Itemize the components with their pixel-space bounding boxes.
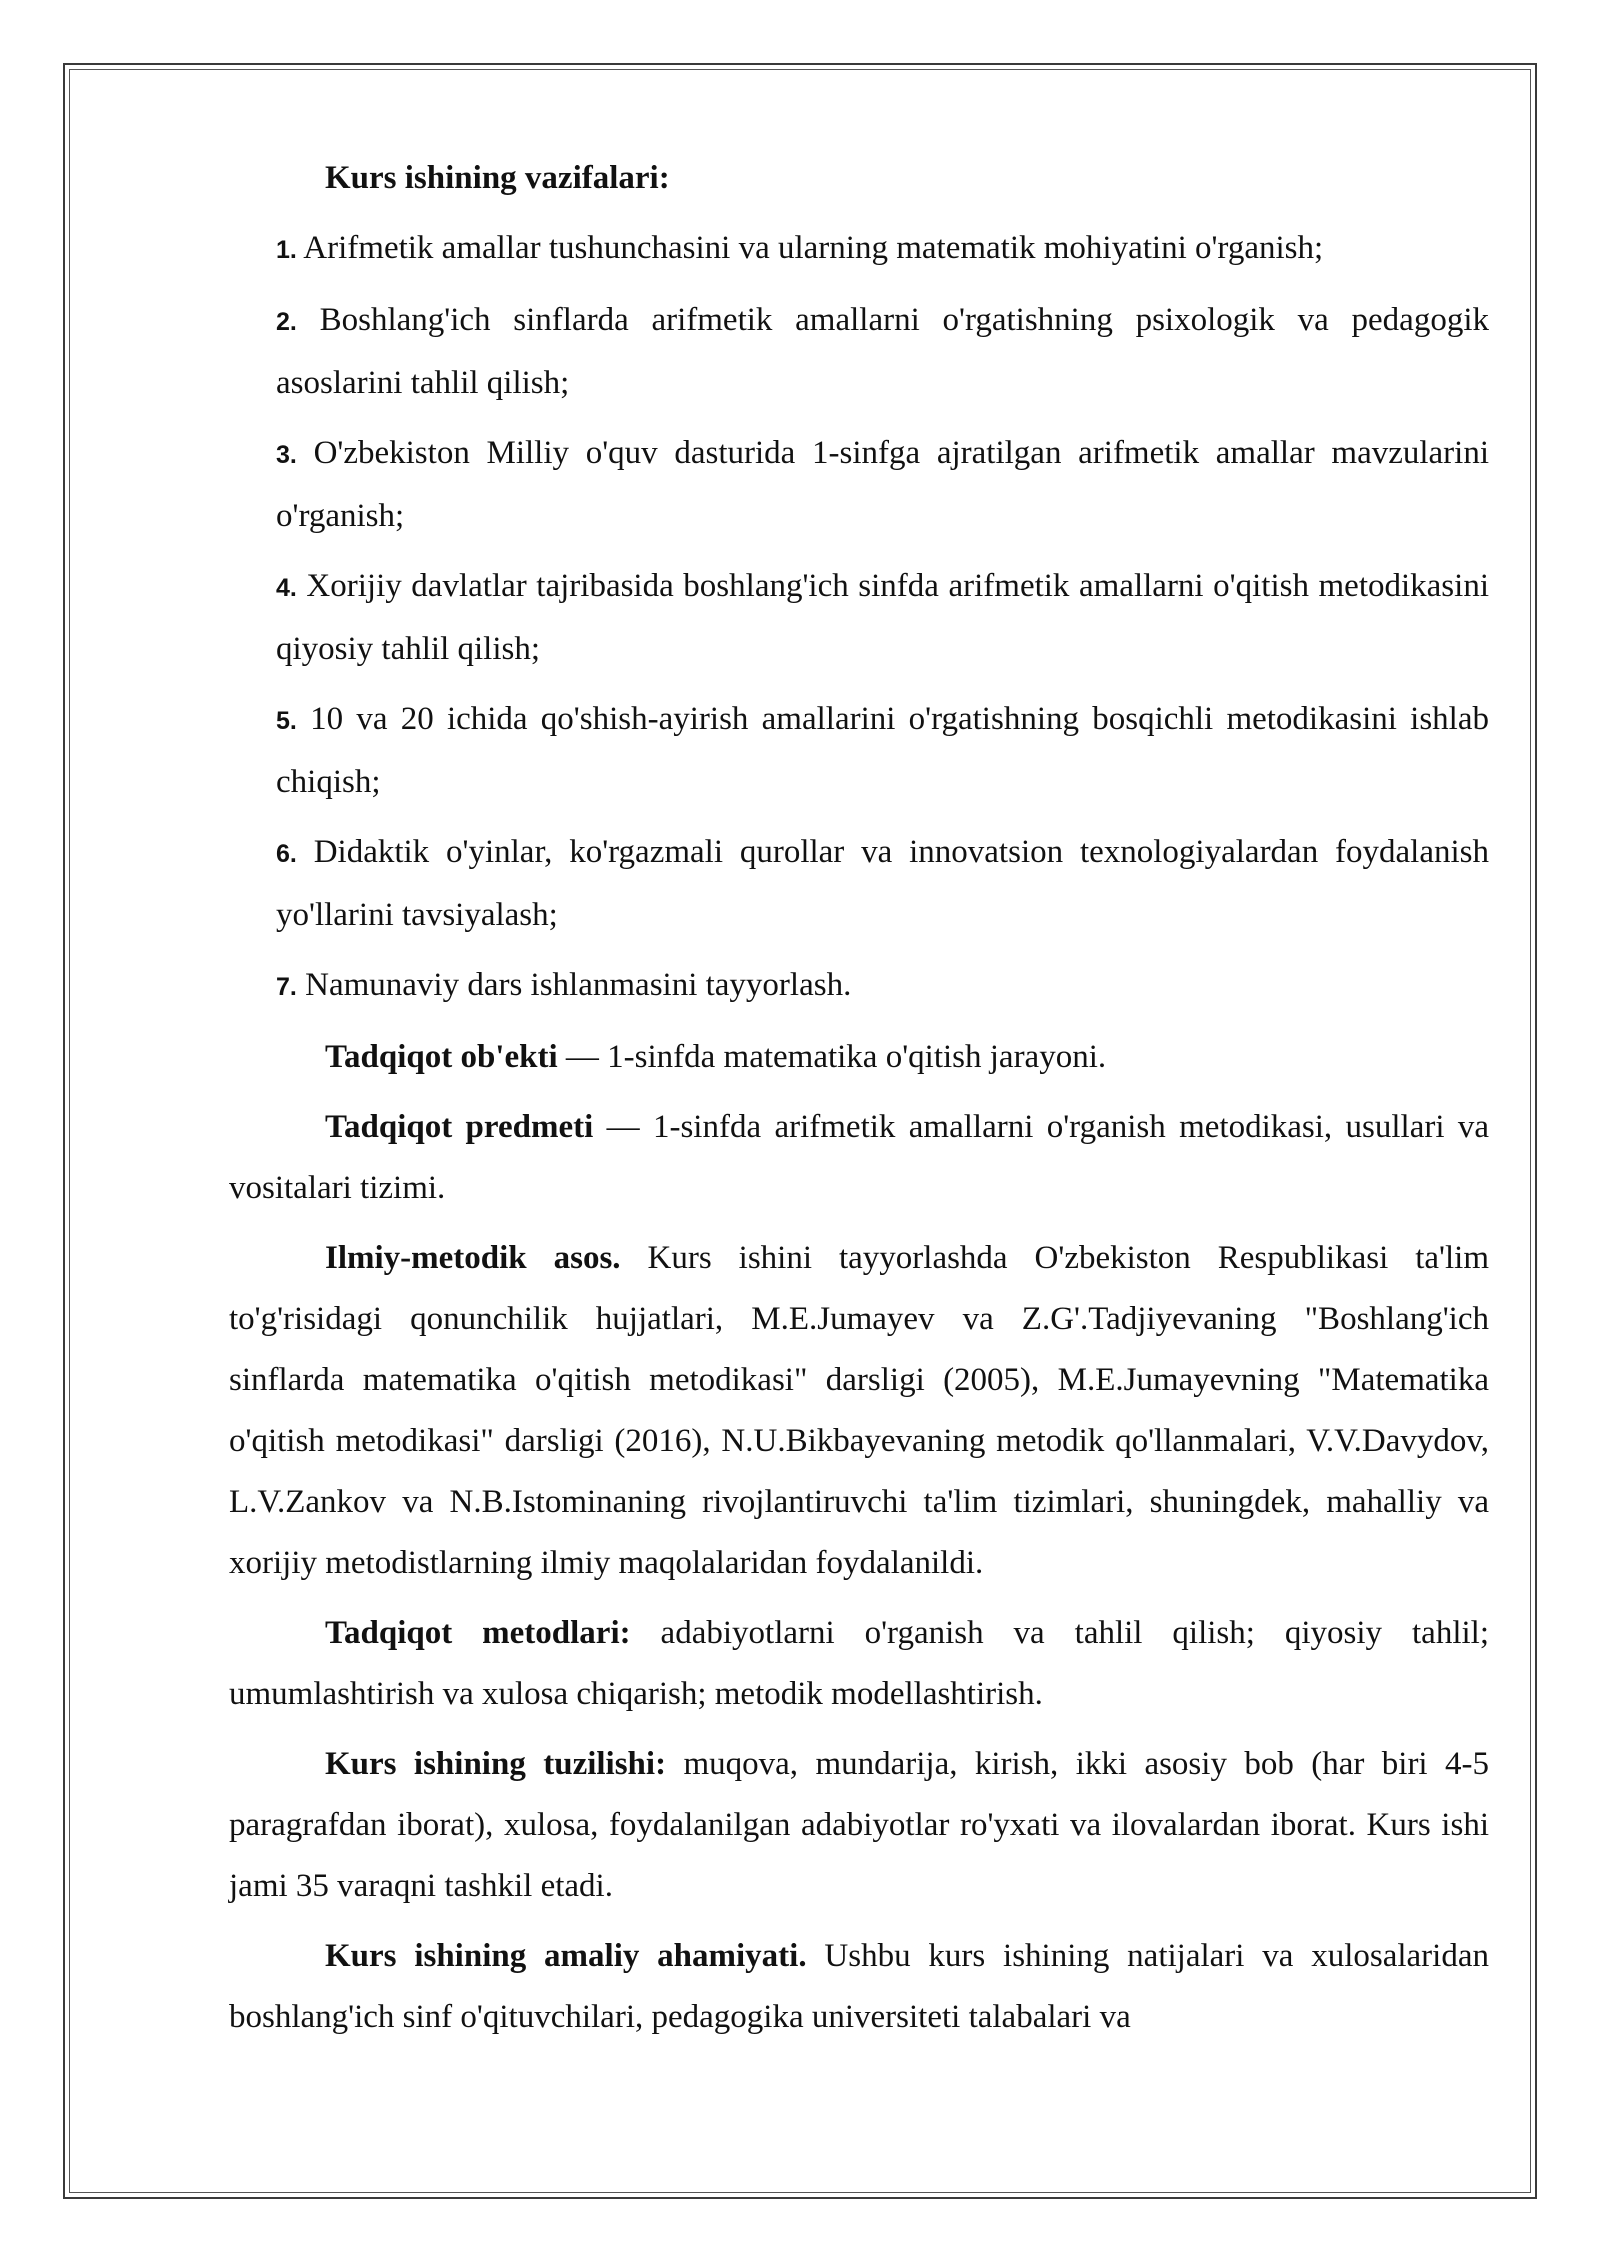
list-text: O'zbekiston Milliy o'quv dasturida 1-sinfga ajratilgan arifmetik amallar mavzularini o'rganish; [276, 435, 1490, 534]
practical-significance-text: Ushbu kurs ishining natijalari va xulosalaridan boshlang'ich sinf o'qituvchilari, pedagogika universiteti talabalari va [229, 1938, 1489, 2035]
list-number: 4. [276, 574, 297, 602]
list-text: Didaktik o'yinlar, ko'rgazmali qurollar va innovatsion texnologiyalardan foydalanish yo'llarini tavsiyalash; [276, 834, 1490, 933]
research-methods-label: Tadqiqot metodlari: [325, 1615, 631, 1651]
list-item [229, 556, 1489, 680]
list-item [229, 290, 1489, 414]
list-number: 3. [276, 441, 297, 469]
list-number: 2. [276, 308, 297, 336]
research-methods-text: adabiyotlarni o'rganish va tahlil qilish; qiyosiy tahlil; umumlashtirish va xulosa chiqarish; metodik modellashtirish. [229, 1615, 1489, 1712]
tasks-heading: Kurs ishining vazifalari: [325, 160, 670, 196]
methodological-basis-text: Kurs ishini tayyorlashda O'zbekiston Respublikasi ta'lim to'g'risidagi qonunchilik hujjatlari, M.E.Jumayev va Z.G'.Tadjiyevaning "Boshlang'ich sinflarda matematika o'qitish metodikasi" darsligi (2005), M.E.Jumayevning "Matematika o'qitish metodikasi" darsligi (2016), N.U.Bikbayevaning metodik qo'llanmalari, V.V.Davydov, L.V.Zankov va N.B.Istominaning rivojlantiruvchi ta'lim tizimlari, shuningdek, mahalliy va xorijiy metodistlarning ilmiy maqolalaridan foydalanildi. [229, 1240, 1489, 1581]
list-number: 1. [276, 236, 297, 264]
list-text: Boshlang'ich sinflarda arifmetik amallarni o'rgatishning psixologik va pedagogik asoslarini tahlil qilish; [276, 302, 1489, 401]
research-subject-text: — 1-sinfda arifmetik amallarni o'rganish metodikasi, usullari va vositalari tizimi. [229, 1109, 1490, 1206]
research-subject-label: Tadqiqot predmeti [325, 1109, 594, 1145]
research-methods-paragraph [229, 1603, 1489, 1725]
practical-significance-paragraph [229, 1926, 1489, 2048]
document-body [229, 148, 1489, 2057]
research-subject-paragraph [229, 1097, 1489, 1219]
research-object-paragraph [229, 1027, 1489, 1088]
research-object-label: Tadqiqot ob'ekti [325, 1039, 558, 1075]
research-object-text: — 1-sinfda matematika o'qitish jarayoni. [557, 1039, 1107, 1075]
list-number: 7. [276, 973, 297, 1001]
list-number: 5. [276, 707, 297, 735]
list-text: 10 va 20 ichida qo'shish-ayirish amallarini o'rgatishning bosqichli metodikasini ishlab chiqish; [276, 701, 1489, 800]
list-item [229, 822, 1489, 946]
methodological-basis-paragraph [229, 1228, 1489, 1594]
list-text: Arifmetik amallar tushunchasini va ularning matematik mohiyatini o'rganish; [303, 230, 1324, 266]
list-text: Namunaviy dars ishlanmasini tayyorlash. [305, 967, 852, 1003]
list-item [229, 218, 1489, 281]
list-text: Xorijiy davlatlar tajribasida boshlang'ich sinfda arifmetik amallarni o'qitish metodikasini qiyosiy tahlil qilish; [276, 568, 1489, 667]
list-item [229, 955, 1489, 1018]
list-number: 6. [276, 840, 297, 868]
structure-paragraph [229, 1734, 1489, 1917]
tasks-list [229, 218, 1489, 1018]
structure-text: muqova, mundarija, kirish, ikki asosiy bob (har biri 4-5 paragrafdan iborat), xulosa, foydalanilgan adabiyotlar ro'yxati va ilovalardan iborat. Kurs ishi jami 35 varaqni tashkil etadi. [229, 1746, 1489, 1904]
list-item [229, 423, 1489, 547]
practical-significance-label: Kurs ishining amaliy ahamiyati. [325, 1938, 807, 1974]
structure-label: Kurs ishining tuzilishi: [325, 1746, 667, 1782]
list-item [229, 689, 1489, 813]
methodological-basis-label: Ilmiy-metodik asos. [325, 1240, 621, 1276]
